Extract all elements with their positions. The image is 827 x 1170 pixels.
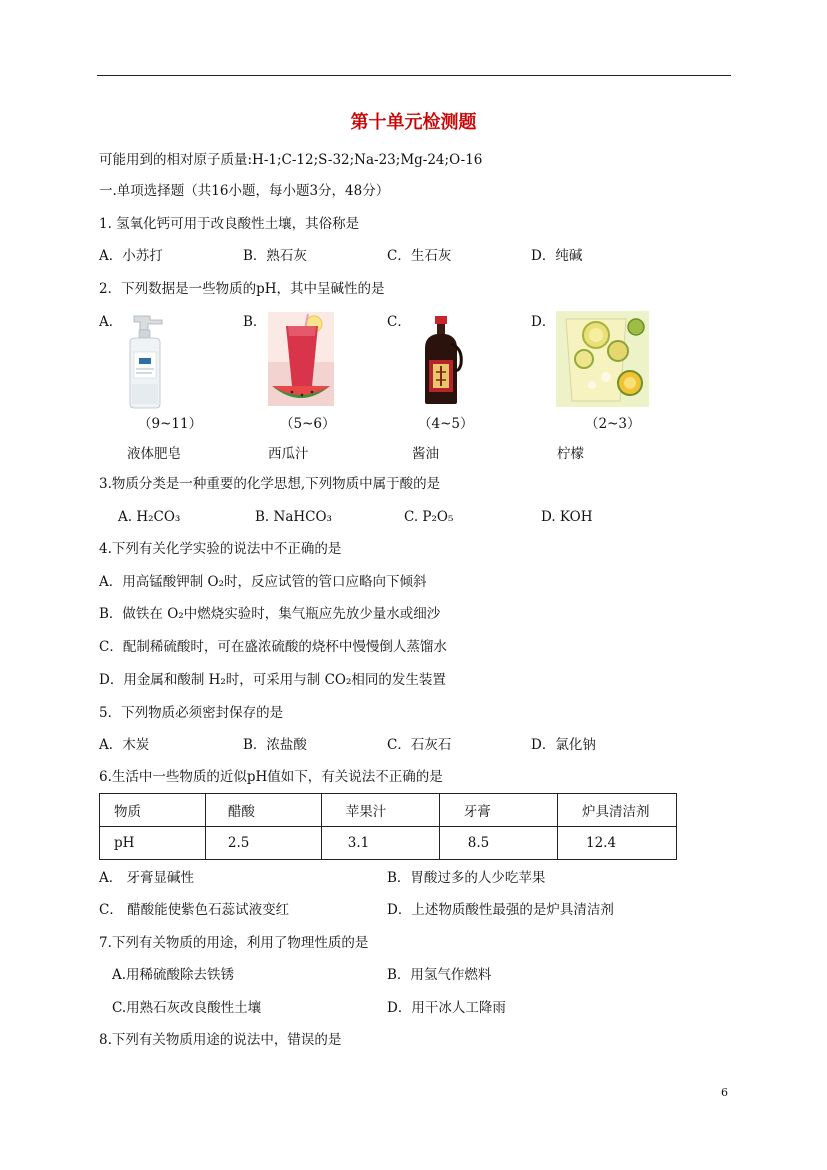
q3-option-b: B. NaHCO₃ (255, 509, 332, 525)
q4-option-b: B．做铁在 O₂中燃烧实验时，集气瓶应先放少量水或细沙 (99, 606, 441, 622)
q6-option-c: C． 醋酸能使紫色石蕊试液变红 (99, 902, 290, 918)
q3-option-a: A. H₂CO₃ (118, 509, 181, 525)
table-row (100, 827, 677, 860)
page-number: 6 (721, 1086, 728, 1099)
section-heading: 一.单项选择题（共16小题，每小题3分，48分） (99, 183, 390, 199)
table-header-cell: 物质 (100, 794, 206, 827)
q5-option-c: C．石灰石 (387, 737, 452, 753)
question-2-stem: 2．下列数据是一些物质的pH，其中呈碱性的是 (99, 281, 385, 297)
q4-option-d: D．用金属和酸制 H₂时，可采用与制 CO₂相同的发生装置 (99, 672, 446, 688)
soy-sauce-image (417, 314, 465, 406)
liquid-soap-image (122, 312, 170, 410)
table-header-cell: 牙膏 (439, 794, 557, 827)
question-3-stem: 3.物质分类是一种重要的化学思想,下列物质中属于酸的是 (99, 476, 441, 492)
q4-option-a: A．用高锰酸钾制 O₂时，反应试管的管口应略向下倾斜 (99, 574, 427, 590)
q2-ph-b: （5~6） (280, 416, 336, 432)
q2-letter-a: A． (99, 314, 123, 330)
question-6-stem: 6.生活中一些物质的近似pH值如下，有关说法不正确的是 (99, 769, 443, 785)
table-header-cell: 炉具清洁剂 (557, 794, 676, 827)
table-cell: 3.1 (321, 827, 439, 860)
lemon-drink-image (556, 311, 649, 407)
q1-option-b: B．熟石灰 (243, 248, 307, 264)
table-row (100, 794, 677, 827)
table-cell: 2.5 (205, 827, 321, 860)
ph-table (99, 793, 677, 860)
table-cell: 12.4 (557, 827, 676, 860)
q5-option-d: D．氯化钠 (531, 737, 596, 753)
q2-letter-b: B． (243, 314, 267, 330)
q2-name-a: 液体肥皂 (127, 446, 181, 462)
q5-option-b: B．浓盐酸 (243, 737, 307, 753)
watermelon-juice-image (268, 312, 334, 406)
q1-option-d: D．纯碱 (531, 248, 583, 264)
q2-ph-d: （2~3） (585, 416, 641, 432)
atomic-mass-note: 可能用到的相对原子质量:H-1;C-12;S-32;Na-23;Mg-24;O-16 (99, 152, 483, 168)
q7-option-d: D．用干冰人工降雨 (387, 1000, 506, 1016)
q2-ph-c: （4~5） (418, 416, 474, 432)
q7-option-b: B．用氢气作燃料 (387, 967, 492, 983)
q6-option-b: B．胃酸过多的人少吃苹果 (387, 870, 546, 886)
page-title: 第十单元检测题 (350, 112, 477, 133)
q6-option-d: D．上述物质酸性最强的是炉具清洁剂 (387, 902, 614, 918)
header-rule (97, 75, 731, 76)
table-header-cell: 醋酸 (205, 794, 321, 827)
table-cell: pH (100, 827, 206, 860)
q7-option-c: C.用熟石灰改良酸性土壤 (112, 1000, 262, 1016)
q2-name-d: 柠檬 (557, 446, 584, 462)
table-cell: 8.5 (439, 827, 557, 860)
q1-option-a: A．小苏打 (99, 248, 163, 264)
q6-option-a: A． 牙膏显碱性 (99, 870, 195, 886)
question-1-stem: 1. 氢氧化钙可用于改良酸性土壤，其俗称是 (99, 216, 360, 232)
question-5-stem: 5．下列物质必须密封保存的是 (99, 705, 284, 721)
q2-letter-c: C． (387, 314, 411, 330)
q5-option-a: A．木炭 (99, 737, 150, 753)
question-4-stem: 4.下列有关化学实验的说法中不正确的是 (99, 541, 342, 557)
q3-option-c: C. P₂O₅ (404, 509, 454, 525)
q1-option-c: C．生石灰 (387, 248, 452, 264)
q2-name-c: 酱油 (412, 446, 439, 462)
q2-letter-d: D． (531, 314, 556, 330)
q3-option-d: D. KOH (541, 509, 593, 525)
question-7-stem: 7.下列有关物质的用途，利用了物理性质的是 (99, 935, 369, 951)
q2-ph-a: （9~11） (138, 416, 203, 432)
question-8-stem: 8.下列有关物质用途的说法中，错误的是 (99, 1032, 342, 1048)
q2-name-b: 西瓜汁 (268, 446, 309, 462)
q7-option-a: A.用稀硫酸除去铁锈 (112, 967, 235, 983)
table-header-cell: 苹果汁 (321, 794, 439, 827)
q4-option-c: C．配制稀硫酸时，可在盛浓硫酸的烧杯中慢慢倒人蒸馏水 (99, 639, 447, 655)
